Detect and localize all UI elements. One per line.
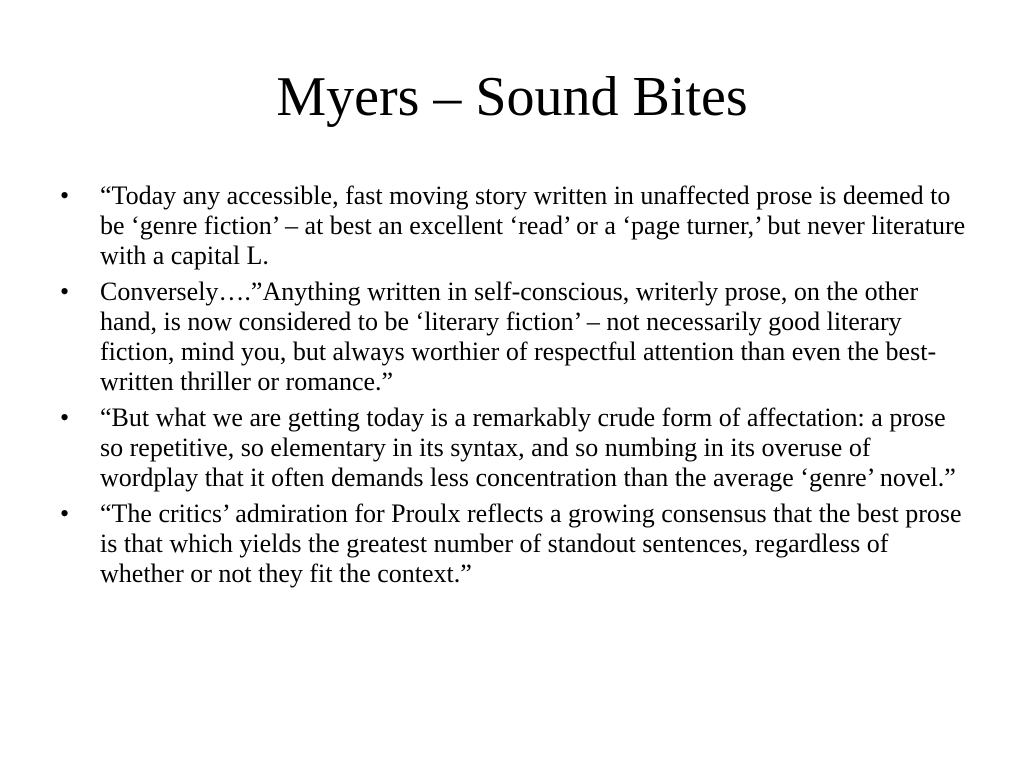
bullet-list [0, 181, 1024, 595]
bullet-item-4 [0, 499, 1024, 589]
bullet-marker: • [60, 499, 70, 528]
bullet-item-1 [0, 181, 1024, 271]
bullet-text: “The critics’ admiration for Proulx reflects a growing consensus that the best prose is that which yields the greatest number of standout sentences, regardless of whether or not they fit the context.” [100, 499, 962, 588]
bullet-marker: • [60, 181, 70, 210]
bullet-text: “Today any accessible, fast moving story written in unaffected prose is deemed to be ‘genre fiction’ – at best an excellent ‘read’ or a ‘page turner,’ but never literature with a capital L. [100, 181, 966, 270]
bullet-text: Conversely….”Anything written in self-conscious, writerly prose, on the other hand, is now considered to be ‘literary fiction’ – not necessarily good literary fiction, mind you, but always worthier of respectful attention than even the best-written thriller or romance.” [100, 277, 937, 396]
bullet-item-3 [0, 403, 1024, 493]
bullet-item-2 [0, 277, 1024, 397]
bullet-text: “But what we are getting today is a remarkably crude form of affectation: a prose so repetitive, so elementary in its syntax, and so numbing in its overuse of wordplay that it often demands less concentration than the average ‘genre’ novel.” [100, 403, 956, 492]
slide-title: Myers – Sound Bites [276, 66, 748, 128]
bullet-marker: • [60, 403, 70, 432]
bullet-marker: • [60, 277, 70, 306]
